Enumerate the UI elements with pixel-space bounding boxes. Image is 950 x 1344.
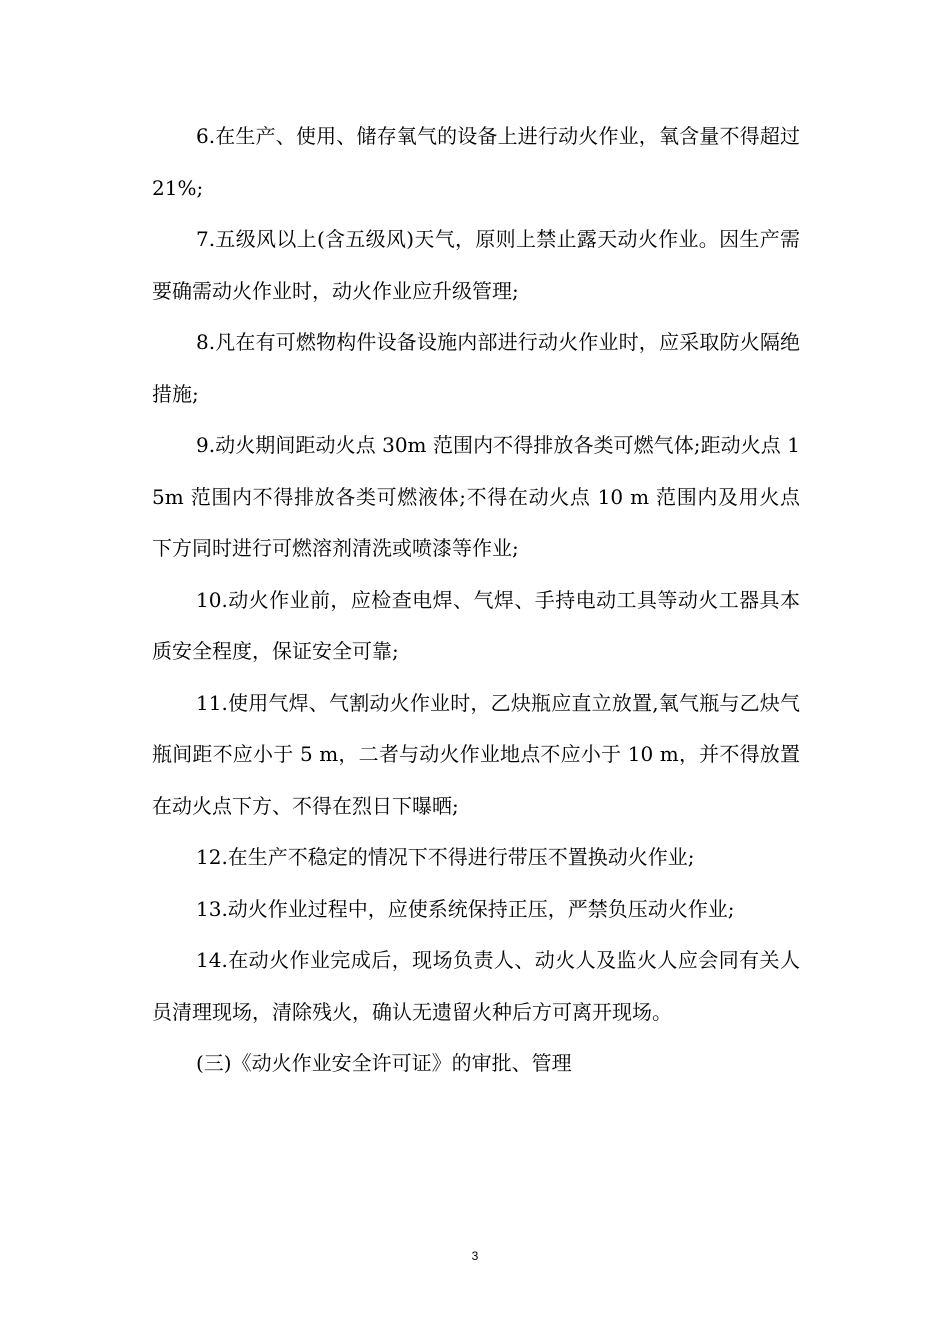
paragraph-item-12: 12.在生产不稳定的情况下不得进行带压不置换动火作业; [196, 845, 695, 869]
page-number: 3 [471, 1249, 479, 1263]
paragraph-item-6: 6.在生产、使用、储存氧气的设备上进行动火作业，氧含量不得超过 21%; [152, 124, 800, 200]
paragraph-item-10: 10.动火作业前，应检查电焊、气焊、手持电动工具等动火工器具本质安全程度，保证安全可靠; [152, 587, 800, 663]
document-body [152, 111, 800, 1090]
paragraph-item-8: 8.凡在有可燃物构件设备设施内部进行动火作业时，应采取防火隔绝措施; [152, 330, 800, 406]
section-heading: (三)《动火作业安全许可证》的审批、管理 [196, 1051, 572, 1075]
paragraph-item-13: 13.动火作业过程中，应使系统保持正压，严禁负压动火作业; [196, 896, 735, 921]
paragraph-item-14: 14.在动火作业完成后，现场负责人、动火人及监火人应会同有关人员清理现场，清除残火，确认无遗留火种后方可离开现场。 [152, 948, 800, 1024]
paragraph-item-9: 9.动火期间距动火点 30m 范围内不得排放各类可燃气体;距动火点 15m 范围内不得排放各类可燃液体;不得在动火点 10 m 范围内及用火点下方同时进行可燃溶剂清洗或喷漆等作业; [152, 433, 800, 560]
paragraph-item-11: 11.使用气焊、气割动火作业时，乙炔瓶应直立放置,氧气瓶与乙炔气瓶间距不应小于 5 m，二者与动火作业地点不应小于 10 m，并不得放置在动火点下方、不得在烈日下曝晒; [152, 690, 800, 818]
paragraph-item-7: 7.五级风以上(含五级风)天气，原则上禁止露天动火作业。因生产需要确需动火作业时，动火作业应升级管理; [152, 227, 800, 303]
